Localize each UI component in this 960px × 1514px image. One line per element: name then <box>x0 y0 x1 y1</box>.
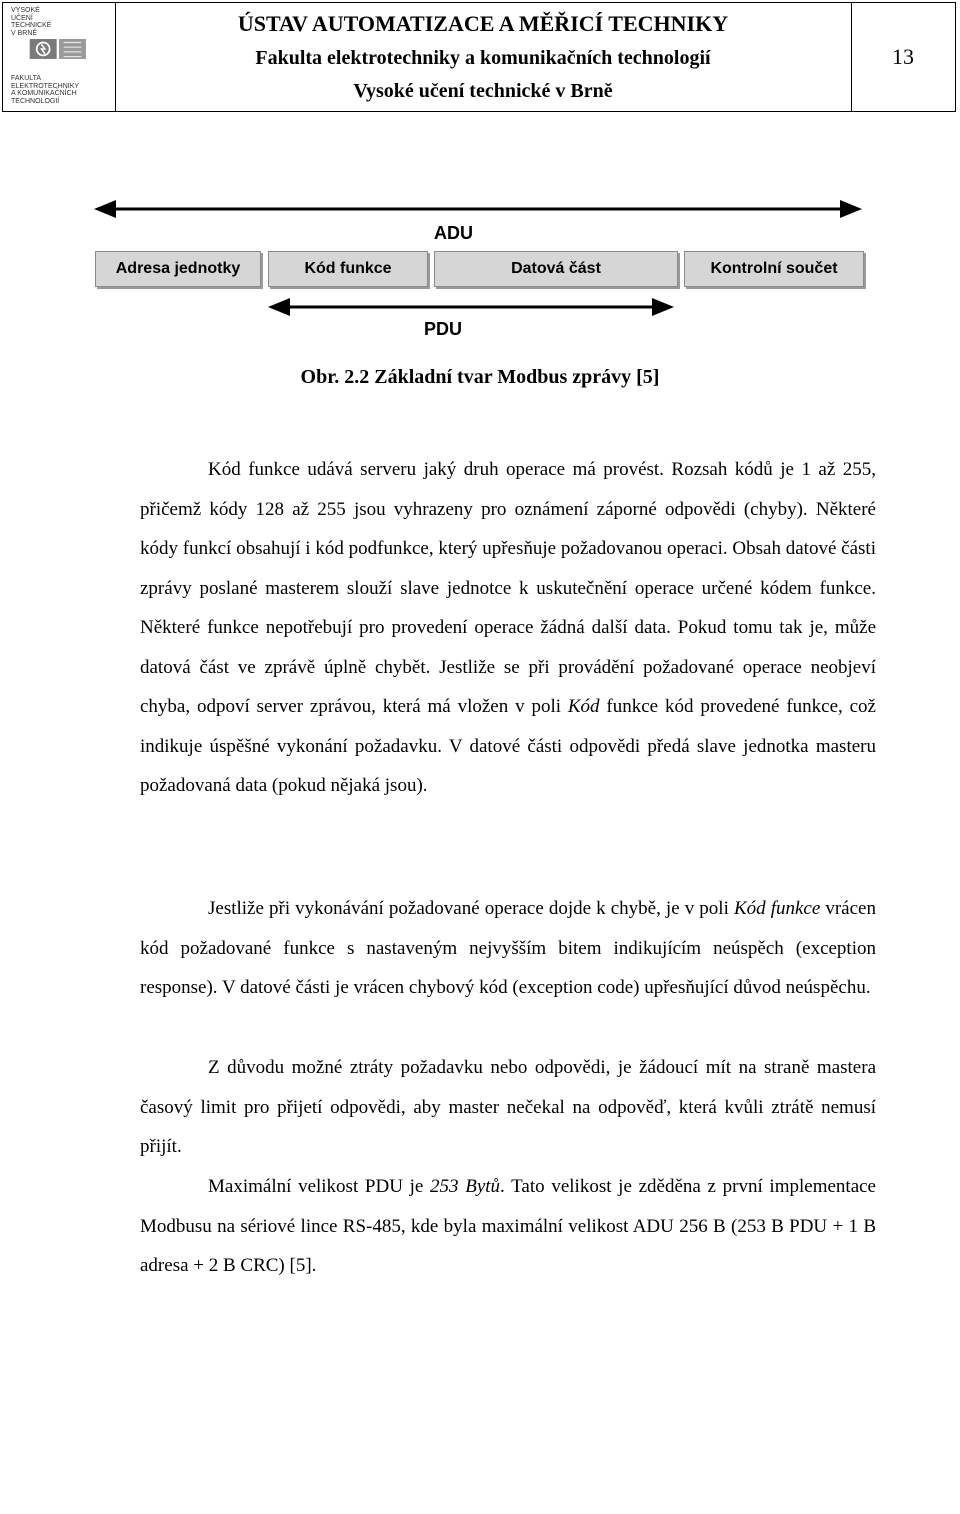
pdu-arrow <box>268 298 674 316</box>
data-field-box: Datová část <box>434 251 678 287</box>
logo-text-line: UČENÍ <box>11 14 33 22</box>
header-title-block <box>115 3 852 111</box>
logo-text-line: A KOMUNIKAČNÍCH <box>11 90 77 97</box>
logo-text-line: ELEKTROTECHNIKY <box>11 82 80 90</box>
paragraph-text: . Tato velikost je zděděna z první implementace Modbusu na sériové lince RS-485, kde byla maximální velikost ADU 256 B (253 B PDU + 1 B adresa + 2 B CRC) [5]. <box>140 1176 876 1276</box>
paragraph-3 <box>140 1048 876 1167</box>
adu-label: ADU <box>434 223 473 243</box>
paragraph-text: Jestliže při vykonávání požadované operace dojde k chybě, je v poli <box>208 898 734 919</box>
pdu-label: PDU <box>424 319 463 339</box>
paragraph-text: vrácen kód požadované funkce s nastaveným nejvyšším bitem indikujícím neúspěch (exception response). V datové části je vrácen chybový kód (exception code) upřesňující důvod neúspěchu. <box>140 898 876 998</box>
modbus-frame-diagram <box>90 195 870 345</box>
address-field-box: Adresa jednotky <box>95 251 261 287</box>
university-name: Vysoké učení technické v Brně <box>353 80 613 102</box>
logo-text-line: TECHNOLOGIÍ <box>11 97 60 105</box>
paragraph-2 <box>140 889 876 1008</box>
logo-text-bottom <box>11 75 79 105</box>
function-code-box: Kód funkce <box>268 251 428 287</box>
paragraph-4 <box>140 1167 876 1286</box>
paragraph-1 <box>140 450 876 806</box>
logo-text-line: V BRNĚ <box>11 29 38 37</box>
checksum-box: Kontrolní součet <box>684 251 864 287</box>
logo-text-top <box>11 7 51 37</box>
page-header <box>2 2 956 112</box>
paragraph-text: Kód funkce udává serveru jaký druh operace má provést. Rozsah kódů je 1 až 255, přičemž kódy 128 až 255 jsou vyhrazeny pro oznámení záporné odpovědi (chyby). Některé kódy funkcí obsahují i kód podfunkce, který upřesňuje požadovanou operaci. Obsah datové části zprávy poslané masterem slouží slave jednotce k uskutečnění operace určené kódem funkce. Některé funkce nepotřebují pro provedení operace žádná další data. Pokud tomu tak je, může datová část ve zprávě úplně chybět. Jestliže se při provádění požadované operace neobjeví chyba, odpoví server zprávou, která má vložen v poli <box>140 459 876 717</box>
paragraph-text: funkce kód provedené funkce, což indikuje úspěšné vykonání požadavku. V datové části odpovědi předá slave jednotka masteru požadovaná data (pokud nějaká jsou). <box>140 696 876 796</box>
paragraph-text: Maximální velikost PDU je <box>208 1176 431 1197</box>
paragraph-text: Z důvodu možné ztráty požadavku nebo odpovědi, je žádoucí mít na straně mastera časový limit pro přijetí odpovědi, aby master nečekal na odpověď, která kvůli ztrátě nemusí přijít. <box>140 1057 876 1157</box>
institute-name: ÚSTAV AUTOMATIZACE A MĚŘICÍ TECHNIKY <box>237 11 729 36</box>
logo-text-line: TECHNICKÉ <box>11 22 52 29</box>
italic-term: Kód funkce <box>733 898 821 919</box>
logo-text-line: FAKULTA <box>11 75 42 82</box>
logo-emblem-icon <box>9 39 109 73</box>
logo-text-line: VYSOKÉ <box>11 7 40 14</box>
university-logo <box>3 3 116 111</box>
figure-caption: Obr. 2.2 Základní tvar Modbus zprávy [5] <box>300 366 660 388</box>
italic-term: Kód <box>567 696 600 717</box>
page-number: 13 <box>892 44 914 69</box>
italic-term: 253 Bytů <box>430 1176 501 1197</box>
adu-arrow <box>94 200 862 218</box>
faculty-name: Fakulta elektrotechniky a komunikačních technologií <box>255 47 711 69</box>
